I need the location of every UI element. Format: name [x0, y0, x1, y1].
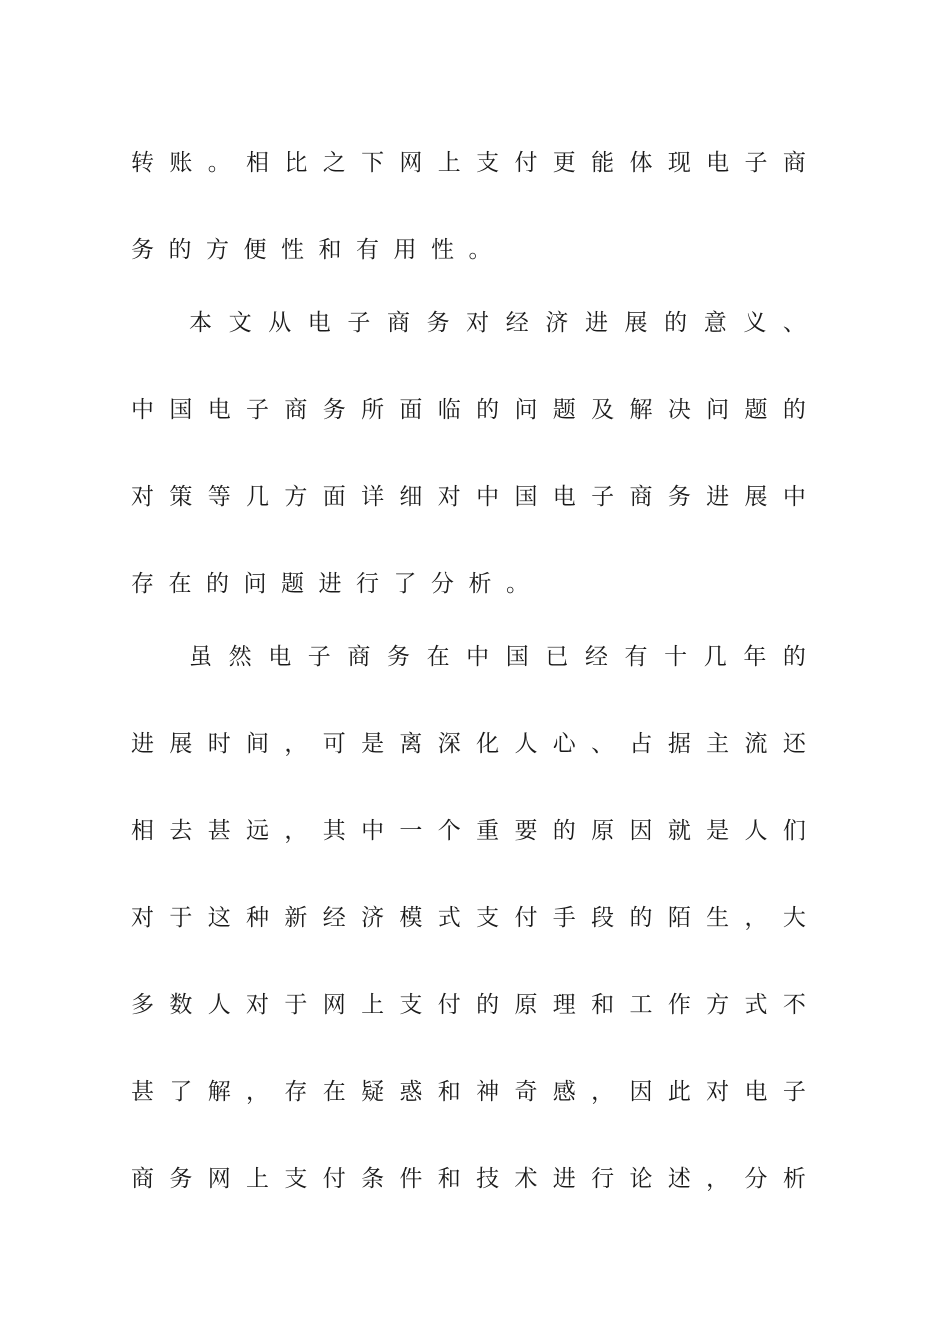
text-char: 中 — [476, 484, 500, 510]
text-char: 离 — [399, 731, 423, 757]
text-char: 对 — [706, 1079, 730, 1105]
text-char: 现 — [667, 150, 691, 176]
text-char: 用 — [393, 237, 417, 263]
text-char: 的 — [552, 818, 576, 844]
text-char: 个 — [437, 818, 461, 844]
text-char: 中 — [131, 397, 154, 423]
text-char: 经 — [505, 310, 529, 336]
text-char: 从 — [268, 310, 292, 336]
text-char: 年 — [743, 644, 767, 670]
text-char: 上 — [437, 150, 461, 176]
text-char: 子 — [347, 310, 371, 336]
text-char: 生 — [706, 905, 730, 931]
text-char: 展 — [169, 731, 193, 757]
text-char: 所 — [361, 397, 385, 423]
text-char: 解 — [207, 1079, 231, 1105]
text-char: 化 — [476, 731, 500, 757]
text-char: 流 — [744, 731, 768, 757]
text-char: 述 — [667, 1166, 691, 1192]
text-char: ， — [246, 1079, 270, 1105]
text-char: 的 — [476, 397, 500, 423]
text-char: 和 — [318, 237, 342, 263]
text-char: 电 — [268, 644, 292, 670]
text-char: 条 — [361, 1166, 385, 1192]
text-char: 务 — [386, 644, 410, 670]
text-char: 子 — [591, 484, 615, 510]
text-char: 作 — [667, 992, 691, 1018]
text-char: 新 — [284, 905, 308, 931]
text-char: 进 — [552, 1166, 576, 1192]
text-char: 和 — [437, 1079, 461, 1105]
text-char: 电 — [706, 150, 730, 176]
text-char: 商 — [629, 484, 653, 510]
text-char: 国 — [514, 484, 538, 510]
text-char: 展 — [624, 310, 648, 336]
text-char: 决 — [667, 397, 691, 423]
text-char: 种 — [246, 905, 270, 931]
text-char: 然 — [228, 644, 252, 670]
text-char: 商 — [386, 310, 410, 336]
text-char: 就 — [667, 818, 691, 844]
text-char: 因 — [629, 1079, 653, 1105]
text-char: 国 — [169, 397, 193, 423]
text-char: 有 — [356, 237, 379, 263]
text-char: 济 — [361, 905, 385, 931]
text-char: 子 — [782, 1079, 806, 1105]
text-char: 账 — [169, 150, 193, 176]
text-char: 详 — [361, 484, 385, 510]
text-line-8 — [131, 727, 806, 761]
text-char: 便 — [243, 237, 267, 263]
text-char: 这 — [207, 905, 231, 931]
text-char: 是 — [361, 731, 385, 757]
text-char: 和 — [591, 992, 615, 1018]
text-char: 一 — [399, 818, 423, 844]
text-char: 的 — [782, 644, 806, 670]
text-char: 大 — [782, 905, 806, 931]
text-char: 支 — [399, 992, 423, 1018]
text-char: 子 — [744, 150, 768, 176]
text-char: 付 — [437, 992, 461, 1018]
text-char: ， — [591, 1079, 615, 1105]
text-char: 意 — [703, 310, 727, 336]
text-char: 工 — [629, 992, 653, 1018]
text-char: 体 — [629, 150, 653, 176]
text-char: 相 — [131, 818, 154, 844]
text-char: 技 — [476, 1166, 500, 1192]
text-char: 问 — [514, 397, 538, 423]
text-char: 展 — [744, 484, 768, 510]
text-char: 商 — [131, 1166, 154, 1192]
text-char: 网 — [322, 992, 346, 1018]
text-char: 们 — [782, 818, 806, 844]
text-char: 。 — [207, 150, 231, 176]
text-char: 电 — [307, 310, 331, 336]
text-char: 存 — [284, 1079, 308, 1105]
text-char: 务 — [426, 310, 450, 336]
text-char: 经 — [584, 644, 608, 670]
text-char: 几 — [703, 644, 727, 670]
text-char: 商 — [284, 397, 308, 423]
text-char: 进 — [131, 731, 154, 757]
text-char: 电 — [744, 1079, 768, 1105]
text-char: 的 — [206, 571, 229, 597]
text-char: 务 — [322, 397, 346, 423]
text-char: 有 — [624, 644, 648, 670]
text-char: 策 — [169, 484, 193, 510]
text-char: 了 — [169, 1079, 193, 1105]
text-char: 远 — [246, 818, 270, 844]
text-char: 对 — [437, 484, 461, 510]
text-line-11 — [131, 988, 806, 1022]
text-char: 重 — [476, 818, 500, 844]
text-char: 付 — [322, 1166, 346, 1192]
text-char: 相 — [246, 150, 270, 176]
text-char: 间 — [246, 731, 270, 757]
text-char: 多 — [131, 992, 154, 1018]
text-char: 中 — [782, 484, 806, 510]
text-char: ， — [706, 1166, 730, 1192]
text-char: 神 — [476, 1079, 500, 1105]
text-char: 的 — [476, 992, 500, 1018]
text-char: 方 — [284, 484, 308, 510]
text-char: 行 — [356, 571, 379, 597]
text-char: ， — [744, 905, 768, 931]
text-char: 了 — [393, 571, 417, 597]
text-char: 网 — [399, 150, 423, 176]
text-char: 解 — [629, 397, 653, 423]
text-line-3 — [189, 306, 806, 340]
text-char: 段 — [591, 905, 615, 931]
text-char: 去 — [169, 818, 193, 844]
text-char: 子 — [307, 644, 331, 670]
text-char: 文 — [228, 310, 252, 336]
text-char: 数 — [169, 992, 193, 1018]
text-char: 务 — [131, 237, 154, 263]
text-char: 支 — [476, 150, 500, 176]
text-char: 原 — [591, 818, 615, 844]
text-char: 要 — [514, 818, 538, 844]
text-char: 在 — [168, 571, 192, 597]
text-char: ， — [284, 818, 308, 844]
text-char: 题 — [552, 397, 576, 423]
text-char: 面 — [322, 484, 346, 510]
text-char: 对 — [466, 310, 490, 336]
text-char: 人 — [744, 818, 768, 844]
text-char: 论 — [629, 1166, 653, 1192]
text-line-12 — [131, 1075, 806, 1109]
text-line-13 — [131, 1162, 806, 1196]
text-char: 上 — [361, 992, 385, 1018]
text-char: 行 — [591, 1166, 615, 1192]
text-char: 其 — [322, 818, 346, 844]
text-char: 和 — [437, 1166, 461, 1192]
text-char: 占 — [629, 731, 653, 757]
text-char: 的 — [664, 310, 688, 336]
text-char: 存 — [131, 571, 154, 597]
text-char: 等 — [207, 484, 231, 510]
text-char: 经 — [322, 905, 346, 931]
text-line-2 — [131, 233, 806, 267]
text-char: 国 — [505, 644, 529, 670]
text-char: 在 — [322, 1079, 346, 1105]
text-line-10 — [131, 901, 806, 935]
text-char: 理 — [552, 992, 576, 1018]
text-char: 式 — [744, 992, 768, 1018]
text-char: 据 — [667, 731, 691, 757]
text-char: 分 — [744, 1166, 768, 1192]
text-char: 对 — [246, 992, 270, 1018]
text-char: 的 — [782, 397, 806, 423]
text-char: 虽 — [189, 644, 212, 670]
text-char: 临 — [437, 397, 461, 423]
text-char: 问 — [706, 397, 730, 423]
text-char: 可 — [322, 731, 346, 757]
text-char: 此 — [667, 1079, 691, 1105]
text-char: 比 — [284, 150, 308, 176]
text-char: 性 — [281, 237, 304, 263]
text-char: 商 — [782, 150, 806, 176]
text-char: 甚 — [131, 1079, 154, 1105]
text-char: 疑 — [361, 1079, 385, 1105]
text-char: 付 — [514, 905, 538, 931]
text-char: 细 — [399, 484, 423, 510]
text-char: 务 — [667, 484, 691, 510]
text-char: 还 — [782, 731, 806, 757]
text-line-6 — [131, 567, 806, 601]
text-char: 对 — [131, 484, 154, 510]
text-char: 奇 — [514, 1079, 538, 1105]
text-char: 更 — [552, 150, 576, 176]
text-char: 能 — [591, 150, 615, 176]
text-char: 不 — [782, 992, 806, 1018]
text-char: 中 — [361, 818, 385, 844]
text-char: 性 — [431, 237, 454, 263]
text-char: 式 — [437, 905, 461, 931]
text-char: 电 — [207, 397, 231, 423]
text-char: 下 — [361, 150, 385, 176]
text-char: 原 — [514, 992, 538, 1018]
text-char: 件 — [399, 1166, 423, 1192]
text-line-9 — [131, 814, 806, 848]
text-char: 人 — [514, 731, 538, 757]
text-char: 务 — [169, 1166, 193, 1192]
text-char: 网 — [207, 1166, 231, 1192]
text-char: 因 — [629, 818, 653, 844]
text-char: 问 — [243, 571, 267, 597]
text-char: 电 — [552, 484, 576, 510]
text-char: 十 — [664, 644, 688, 670]
text-char: 已 — [545, 644, 569, 670]
text-char: 进 — [318, 571, 342, 597]
text-char: 商 — [347, 644, 371, 670]
text-char: 及 — [591, 397, 615, 423]
text-char: 手 — [552, 905, 576, 931]
text-char: 义 — [743, 310, 767, 336]
text-char: 。 — [468, 237, 492, 263]
text-char: 陌 — [667, 905, 691, 931]
text-char: 转 — [131, 150, 154, 176]
text-char: 是 — [706, 818, 730, 844]
text-line-1 — [131, 146, 806, 180]
text-char: 在 — [426, 644, 450, 670]
text-char: 、 — [591, 731, 615, 757]
text-char: 心 — [552, 731, 576, 757]
text-char: 进 — [584, 310, 608, 336]
text-char: 模 — [399, 905, 423, 931]
text-char: 方 — [206, 237, 229, 263]
text-char: 的 — [168, 237, 192, 263]
text-char: 进 — [706, 484, 730, 510]
text-char: 付 — [514, 150, 538, 176]
text-char: 主 — [706, 731, 730, 757]
text-char: 的 — [629, 905, 653, 931]
text-char: 中 — [466, 644, 490, 670]
text-line-4 — [131, 393, 806, 427]
text-char: 本 — [189, 310, 212, 336]
text-char: 甚 — [207, 818, 231, 844]
text-char: 析 — [468, 571, 492, 597]
text-char: 于 — [169, 905, 193, 931]
text-line-7 — [189, 640, 806, 674]
text-char: 之 — [322, 150, 346, 176]
text-char: 析 — [782, 1166, 806, 1192]
text-char: 对 — [131, 905, 154, 931]
text-char: 于 — [284, 992, 308, 1018]
text-char: 术 — [514, 1166, 538, 1192]
text-char: 分 — [431, 571, 454, 597]
text-char: 上 — [246, 1166, 270, 1192]
text-char: 支 — [476, 905, 500, 931]
text-char: 面 — [399, 397, 423, 423]
text-char: 深 — [437, 731, 461, 757]
text-char: 方 — [706, 992, 730, 1018]
text-char: 几 — [246, 484, 270, 510]
text-char: ， — [284, 731, 308, 757]
text-char: 子 — [246, 397, 270, 423]
text-char: 。 — [506, 571, 529, 597]
text-char: 题 — [744, 397, 768, 423]
text-char: 济 — [545, 310, 569, 336]
text-char: 时 — [207, 731, 231, 757]
text-char: 惑 — [399, 1079, 423, 1105]
text-char: 支 — [284, 1166, 308, 1192]
text-char: 、 — [782, 310, 806, 336]
text-line-5 — [131, 480, 806, 514]
text-char: 题 — [281, 571, 304, 597]
text-char: 人 — [207, 992, 231, 1018]
text-char: 感 — [552, 1079, 576, 1105]
